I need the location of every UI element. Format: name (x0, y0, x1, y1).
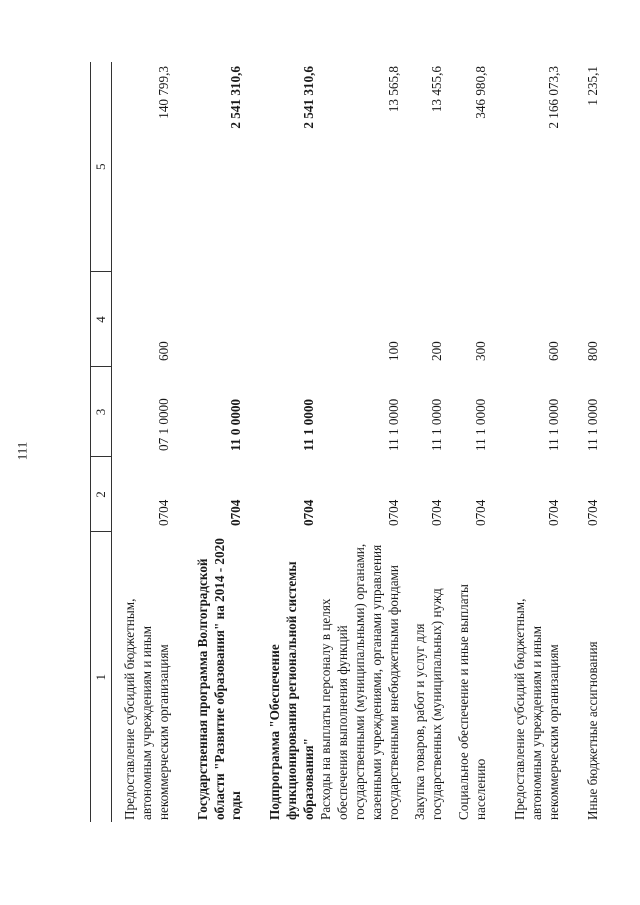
row-rz: 0704 (545, 499, 561, 526)
row-rz: 0704 (584, 499, 600, 526)
row-amount: 2 541 310,6 (301, 66, 317, 129)
row-vr: 200 (429, 341, 445, 361)
row-vr: 300 (473, 341, 489, 361)
table-row (318, 62, 402, 822)
row-amount: 2 166 073,3 (545, 66, 561, 129)
header-col-4: 4 (91, 272, 112, 367)
table-row (490, 62, 563, 822)
row-description: Подпрограмма "Обеспечение функционирования региональной системы образования" (267, 561, 317, 820)
row-vr (173, 272, 246, 367)
row-amount: 346 980,8 (473, 66, 489, 119)
row-csr: 07 1 0000 (155, 398, 171, 451)
row-rz: 0704 (429, 499, 445, 526)
row-vr: 800 (584, 341, 600, 361)
table-row (446, 62, 490, 822)
row-csr: 11 1 0000 (473, 398, 489, 451)
row-description: Социальное обеспечение и иные выплаты населению (456, 584, 489, 820)
row-amount: 2 541 310,6 (228, 66, 244, 129)
table-row (245, 62, 318, 822)
row-rz: 0704 (301, 499, 317, 526)
table-row (112, 62, 173, 822)
row-vr: 100 (385, 341, 401, 361)
row-description: Предоставление субсидий бюджетным, автономным учреждениям и иным некоммерческим организациям (512, 598, 561, 820)
row-amount: 1 235,1 (584, 66, 600, 106)
table-row (563, 62, 602, 822)
table-row (402, 62, 446, 822)
page-number: 111 (14, 441, 30, 461)
row-csr: 11 0 0000 (228, 398, 244, 451)
row-description: Закупка товаров, работ и услуг для государственных (муниципальных) нужд (412, 588, 445, 820)
budget-table-rotated (90, 62, 600, 822)
row-rz: 0704 (385, 499, 401, 526)
table-header (91, 62, 112, 822)
row-amount: 13 565,8 (385, 66, 401, 113)
row-rz: 0704 (473, 499, 489, 526)
row-amount: 13 455,6 (429, 66, 445, 113)
row-rz: 0704 (155, 499, 171, 526)
header-col-1: 1 (91, 532, 112, 822)
row-csr: 11 1 0000 (385, 398, 401, 451)
row-vr: 600 (155, 341, 171, 361)
row-rz: 0704 (228, 499, 244, 526)
header-col-3: 3 (91, 367, 112, 457)
row-vr: 600 (545, 341, 561, 361)
table-row (173, 62, 246, 822)
row-csr: 11 1 0000 (545, 398, 561, 451)
header-col-5: 5 (91, 62, 112, 272)
budget-table (90, 62, 602, 822)
row-description: Государственная программа Волгоградской области "Развитие образования" на 2014 - 2020 годы (194, 538, 244, 820)
row-description: Иные бюджетные ассигнования (584, 641, 600, 820)
row-csr: 11 1 0000 (584, 398, 600, 451)
row-description: Расходы на выплаты персоналу в целях обеспечения выполнения функций государственными (муниципальными) органами, казенными учреждениями, органами управления государственными внебюджетными фондами (318, 543, 401, 820)
row-vr (245, 272, 318, 367)
row-amount: 140 799,3 (155, 66, 171, 119)
row-description: Предоставление субсидий бюджетным, автономным учреждениям и иным некоммерческим организациям (122, 598, 171, 820)
row-csr: 11 1 0000 (429, 398, 445, 451)
row-csr: 11 1 0000 (301, 398, 317, 451)
header-col-2: 2 (91, 457, 112, 532)
table-body (112, 62, 602, 822)
